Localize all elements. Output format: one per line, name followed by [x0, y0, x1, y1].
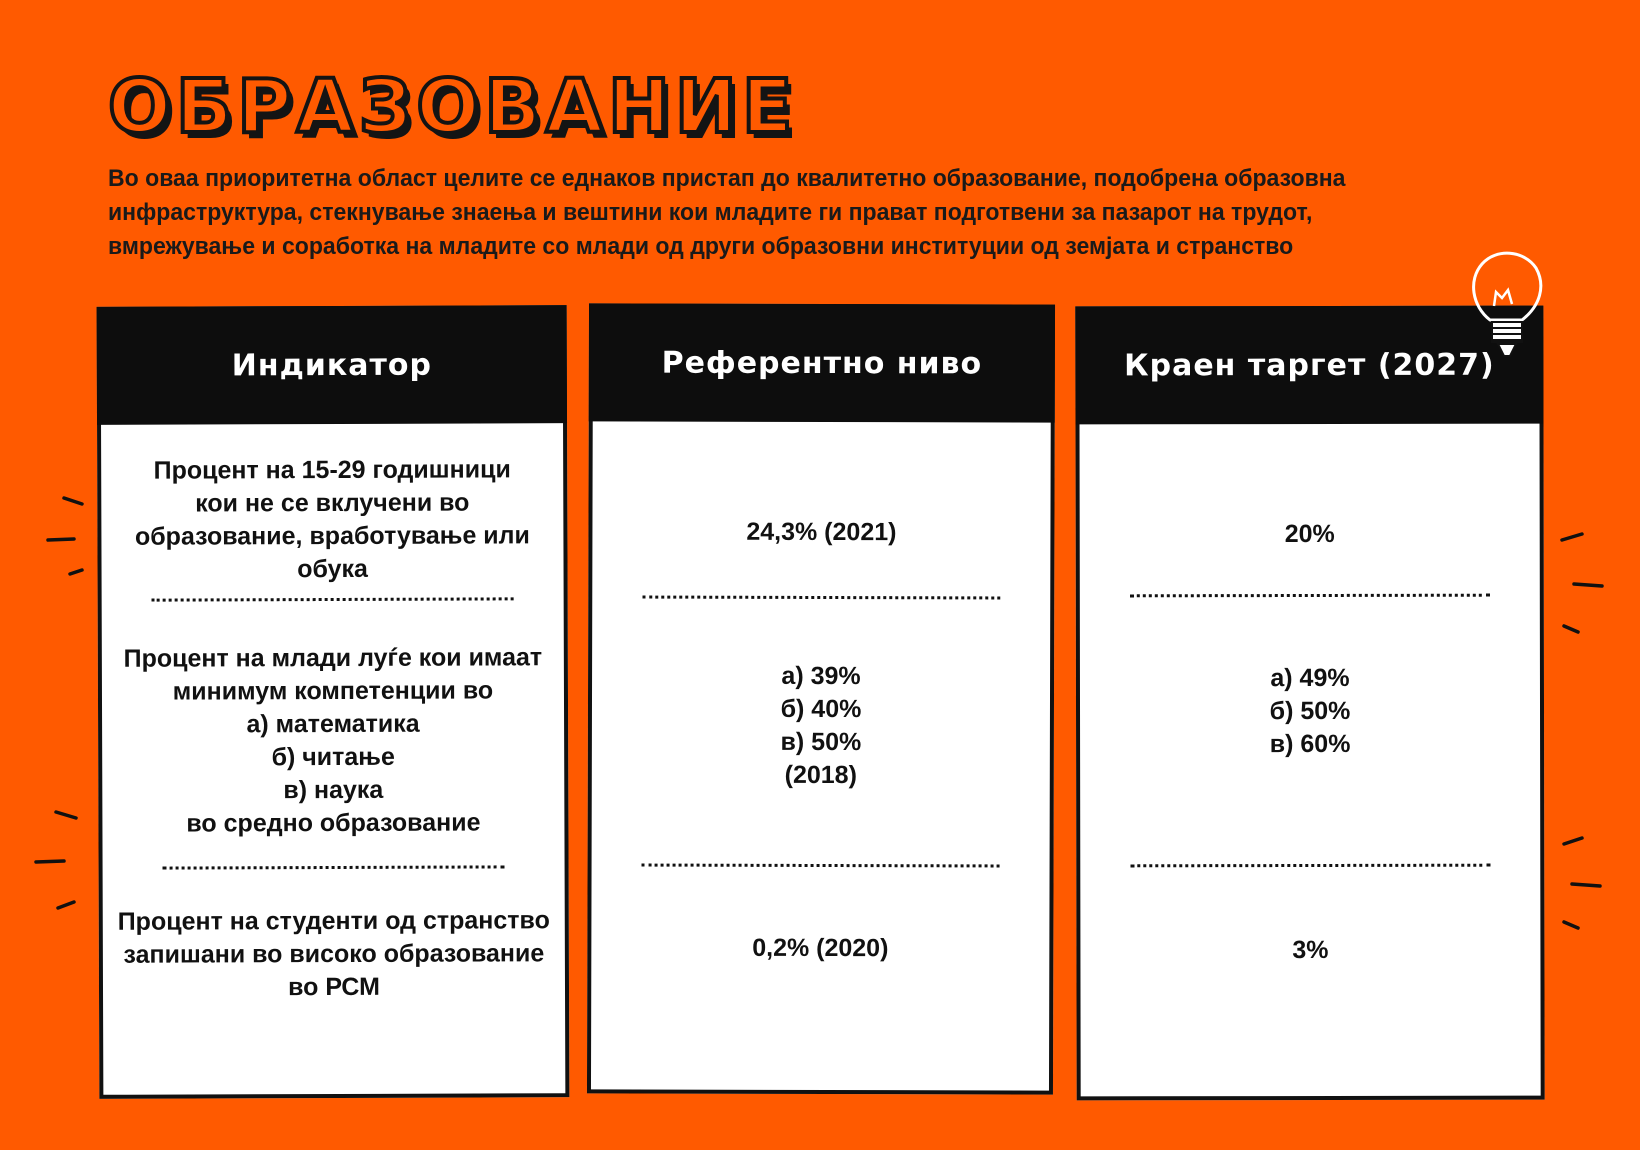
indicator-cell-3 — [103, 904, 565, 1005]
sketch-dashes-right-bottom — [1556, 826, 1616, 936]
cell-line: в) наука — [283, 775, 384, 805]
cell-line: запишани во високо образование — [123, 939, 545, 969]
indicator-cell-2 — [102, 641, 565, 841]
intro-line: инфраструктура, стекнување знаења и вештини кои младите ги прават подготвени за пазарот на трудот, — [108, 199, 1313, 226]
intro-text — [108, 162, 1452, 264]
cell-line: Процент на студенти од странство — [117, 906, 550, 936]
cell-line: 20% — [1284, 519, 1335, 549]
target-cell-1 — [1080, 518, 1540, 552]
reference-header — [589, 303, 1055, 422]
cell-line: б) 50% — [1269, 696, 1351, 726]
reference-cell-1 — [592, 515, 1050, 549]
cell-line: в) 60% — [1269, 729, 1351, 759]
target-header-label: Краен таргет (2027) — [1124, 347, 1495, 383]
cell-line: кои не се вклучени во — [195, 488, 470, 518]
cell-line: а) математика — [246, 709, 420, 739]
cell-line: во средно образование — [186, 808, 481, 838]
row-divider — [1130, 594, 1490, 598]
sketch-dashes-left-bottom — [28, 804, 88, 914]
row-divider — [163, 865, 505, 869]
reference-header-label: Референтно ниво — [661, 345, 983, 381]
indicator-header-label: Индикатор — [231, 347, 432, 383]
indicator-header — [97, 305, 567, 425]
cell-line: Процент на млади луѓе кои имаат — [123, 643, 543, 673]
row-divider — [642, 864, 1000, 868]
cell-line: (2018) — [784, 760, 857, 790]
target-card — [1075, 306, 1544, 1101]
cell-line: 24,3% (2021) — [746, 517, 897, 547]
indicator-card — [97, 305, 570, 1099]
intro-line: Во оваа приоритетна област целите се еднаков пристап до квалитетно образование, подобрена образовна — [108, 165, 1346, 192]
indicator-cell-1 — [101, 453, 563, 587]
cell-line: б) 40% — [780, 694, 862, 724]
target-cell-3 — [1080, 934, 1540, 968]
sketch-dashes-left-top — [40, 490, 90, 580]
cell-line: а) 39% — [781, 661, 861, 691]
cell-line: образование, вработување или — [134, 521, 530, 551]
cell-line: Процент на 15-29 годишници — [153, 455, 511, 485]
reference-cell-3 — [591, 931, 1049, 965]
lightbulb-icon — [1462, 246, 1546, 376]
cell-line: а) 49% — [1270, 663, 1350, 693]
cell-line: 3% — [1292, 935, 1329, 965]
intro-line: вмрежување и соработка на младите со млади од други образовни институции од земјата и странство — [108, 233, 1294, 260]
page-title: ОБРАЗОВАНИЕ — [108, 64, 798, 150]
cell-line: в) 50% — [780, 727, 862, 757]
row-divider — [642, 596, 1000, 600]
cell-line: минимум компетенции во — [172, 676, 494, 706]
cell-line: во РСМ — [288, 972, 380, 1002]
cell-line: 0,2% (2020) — [752, 933, 889, 963]
sketch-dashes-right-top — [1556, 520, 1616, 640]
target-cell-2 — [1080, 662, 1540, 762]
row-divider — [152, 597, 514, 601]
reference-cell-2 — [592, 659, 1050, 792]
cell-line: б) читање — [271, 742, 395, 772]
reference-card — [587, 303, 1055, 1094]
cell-line: обука — [297, 554, 368, 584]
row-divider — [1130, 864, 1490, 868]
